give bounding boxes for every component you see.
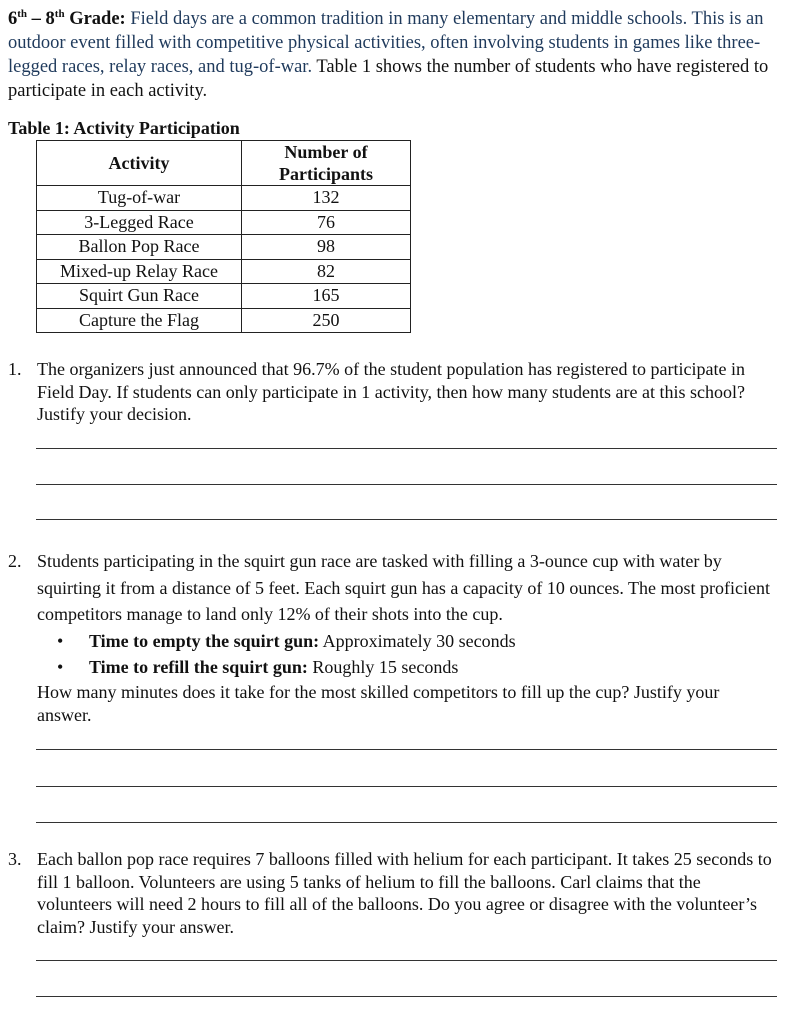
participants-cell: 76: [242, 210, 411, 235]
question-text: How many minutes does it take for the most skilled competitors to fill up the cup? Justify your answer.: [37, 682, 720, 725]
answer-line[interactable]: [36, 448, 777, 449]
question-2: [8, 548, 778, 681]
column-header-activity: Activity: [37, 141, 242, 186]
bullet-icon: •: [57, 630, 64, 651]
list-item: • Time to empty the squirt gun: Approximately 30 seconds: [37, 628, 778, 655]
question-text: Each ballon pop race requires 7 balloons filled with helium for each participant. It takes 25 seconds to fill 1 balloon. Volunteers are using 5 tanks of helium to fill the balloons. Carl claims that the volunteers will need 2 hours to fill all of the balloons. Do you agree or disagree with the volunteer’s claim? Justify your answer.: [37, 849, 772, 937]
list-item: • Time to refill the squirt gun: Roughly 15 seconds: [37, 654, 778, 681]
answer-line[interactable]: [36, 960, 777, 961]
participants-cell: 82: [242, 259, 411, 284]
intro-text-table-ref: Table 1 shows the number of students who have registered to participate in each activity.: [8, 57, 769, 102]
question-text: Students participating in the squirt gun race are tasked with filling a 3-ounce cup with water by squirting it from a distance of 5 feet. Each squirt gun has a capacity of 10 ounces. The most proficient competitors manage to land only 12% of their shots into the cup.: [37, 551, 770, 624]
participants-cell: 250: [242, 308, 411, 333]
intro-paragraph: [8, 2, 783, 103]
answer-line[interactable]: [36, 519, 777, 520]
question-number: 2.: [8, 551, 22, 571]
activity-cell: Tug-of-war: [37, 186, 242, 211]
activity-cell: 3-Legged Race: [37, 210, 242, 235]
activity-cell: Capture the Flag: [37, 308, 242, 333]
question-number: 3.: [8, 849, 22, 869]
activity-cell: Mixed-up Relay Race: [37, 259, 242, 284]
answer-line[interactable]: [36, 996, 777, 997]
table-row: [37, 186, 411, 211]
table-row: [37, 235, 411, 260]
table-header-row: [37, 141, 411, 186]
bullet-icon: •: [57, 657, 64, 677]
grade-label: 6th – 8th Grade:: [8, 8, 126, 30]
activity-cell: Ballon Pop Race: [37, 235, 242, 260]
table-row: [37, 284, 411, 309]
answer-line[interactable]: [36, 749, 777, 750]
intro-text: Field days are a common tradition in many elementary and middle schools. This is an outdoor event filled with competitive physical activities, often involving students in games like three-legged races, relay races, and tug-of-war.: [8, 9, 764, 78]
question-3: [8, 848, 778, 938]
participants-cell: 165: [242, 284, 411, 309]
question-text: The organizers just announced that 96.7% of the student population has registered to participate in Field Day. If students can only participate in 1 activity, then how many students are at this school? Justify your decision.: [37, 359, 745, 424]
answer-line[interactable]: [36, 822, 777, 823]
table-row: [37, 308, 411, 333]
table-row: [37, 259, 411, 284]
question-2-followup: [8, 681, 778, 726]
activity-participation-table: [36, 140, 411, 333]
question-1: [8, 358, 778, 426]
table-caption: Table 1: Activity Participation: [8, 118, 240, 138]
participants-cell: 132: [242, 186, 411, 211]
table-row: [37, 210, 411, 235]
activity-cell: Squirt Gun Race: [37, 284, 242, 309]
question-number: 1.: [8, 359, 22, 379]
participants-cell: 98: [242, 235, 411, 260]
question-bullet-list: [37, 628, 778, 681]
answer-line[interactable]: [36, 484, 777, 485]
column-header-participants: Number of Participants: [242, 141, 411, 186]
answer-line[interactable]: [36, 786, 777, 787]
